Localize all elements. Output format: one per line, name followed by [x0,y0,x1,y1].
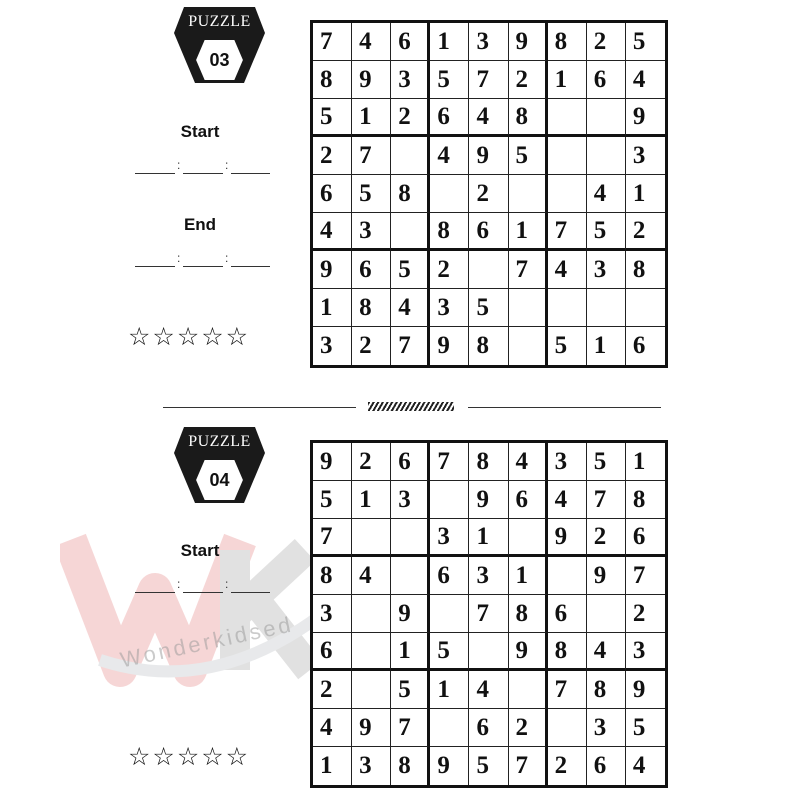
given-cell: 7 [509,251,548,289]
given-cell: 1 [313,289,352,327]
given-cell: 7 [509,747,548,785]
given-cell: 1 [626,175,665,213]
given-cell: 1 [430,23,469,61]
empty-cell[interactable] [391,213,430,251]
given-cell: 2 [509,61,548,99]
empty-cell[interactable] [548,557,587,595]
empty-cell[interactable] [391,137,430,175]
given-cell: 6 [587,61,626,99]
given-cell: 5 [626,709,665,747]
empty-cell[interactable] [430,481,469,519]
given-cell: 8 [391,747,430,785]
given-cell: 6 [391,23,430,61]
given-cell: 2 [509,709,548,747]
puzzle-number: 04 [209,470,230,490]
given-cell: 8 [391,175,430,213]
given-cell: 5 [430,633,469,671]
given-cell: 1 [430,671,469,709]
given-cell: 3 [391,481,430,519]
empty-cell[interactable] [352,671,391,709]
empty-cell[interactable] [352,633,391,671]
given-cell: 1 [587,327,626,365]
given-cell: 1 [626,443,665,481]
given-cell: 6 [430,557,469,595]
empty-cell[interactable] [509,327,548,365]
given-cell: 2 [548,747,587,785]
given-cell: 5 [469,289,508,327]
puzzle-label: PUZZLE [188,433,251,450]
divider-left [163,407,356,408]
given-cell: 5 [313,481,352,519]
given-cell: 9 [587,557,626,595]
start-label: Start [180,541,220,560]
given-cell: 5 [430,61,469,99]
given-cell: 4 [313,213,352,251]
given-cell: 4 [548,481,587,519]
given-cell: 5 [587,213,626,251]
given-cell: 8 [548,23,587,61]
given-cell: 4 [391,289,430,327]
empty-cell[interactable] [548,289,587,327]
given-cell: 7 [391,327,430,365]
given-cell: 5 [587,443,626,481]
puzzle-badge [172,5,267,85]
given-cell: 3 [352,747,391,785]
given-cell: 7 [313,23,352,61]
given-cell: 2 [391,99,430,137]
given-cell: 1 [509,557,548,595]
sudoku-grid [310,440,668,788]
puzzle-badge [172,425,267,505]
empty-cell[interactable] [391,519,430,557]
watermark-text: Wonderkidsed [118,611,296,673]
given-cell: 9 [469,137,508,175]
given-cell: 3 [469,557,508,595]
given-cell: 6 [548,595,587,633]
given-cell: 8 [626,481,665,519]
given-cell: 9 [352,61,391,99]
given-cell: 7 [352,137,391,175]
given-cell: 9 [352,709,391,747]
given-cell: 2 [313,671,352,709]
given-cell: 4 [352,23,391,61]
given-cell: 9 [430,327,469,365]
start-label: Start [180,122,220,141]
given-cell: 6 [352,251,391,289]
given-cell: 8 [430,213,469,251]
given-cell: 2 [352,327,391,365]
end-label: End [183,215,217,234]
given-cell: 7 [548,213,587,251]
given-cell: 7 [313,519,352,557]
given-cell: 1 [391,633,430,671]
given-cell: 6 [469,709,508,747]
empty-cell[interactable] [430,175,469,213]
given-cell: 9 [626,99,665,137]
given-cell: 3 [626,137,665,175]
given-cell: 2 [626,213,665,251]
given-cell: 3 [352,213,391,251]
empty-cell[interactable] [587,99,626,137]
given-cell: 8 [313,557,352,595]
given-cell: 1 [548,61,587,99]
given-cell: 7 [469,61,508,99]
given-cell: 8 [509,595,548,633]
puzzle-number: 03 [209,50,230,70]
divider-hatch-icon [368,402,454,411]
empty-cell[interactable] [352,595,391,633]
start-time-field[interactable]: : : [135,575,270,595]
given-cell: 6 [509,481,548,519]
given-cell: 9 [469,481,508,519]
given-cell: 3 [587,709,626,747]
given-cell: 1 [352,481,391,519]
given-cell: 5 [469,747,508,785]
given-cell: 2 [587,519,626,557]
empty-cell[interactable] [548,99,587,137]
given-cell: 4 [626,61,665,99]
given-cell: 9 [626,671,665,709]
empty-cell[interactable] [509,175,548,213]
given-cell: 3 [626,633,665,671]
empty-cell[interactable] [469,633,508,671]
given-cell: 6 [632,332,646,359]
empty-cell[interactable] [352,519,391,557]
given-cell: 1 [313,747,352,785]
given-cell: 4 [469,671,508,709]
given-cell: 6 [626,519,665,557]
given-cell: 9 [509,23,548,61]
given-cell: 3 [548,443,587,481]
given-cell: 4 [509,443,548,481]
given-cell: 8 [509,99,548,137]
empty-cell[interactable] [587,595,626,633]
given-cell: 8 [352,289,391,327]
star-rating[interactable]: ☆☆☆☆☆ [128,743,251,771]
given-cell: 9 [391,595,430,633]
given-cell: 2 [430,251,469,289]
given-cell: 9 [313,443,352,481]
given-cell: 3 [587,251,626,289]
given-cell: 7 [626,557,665,595]
given-cell: 4 [632,752,646,779]
star-rating[interactable]: ☆☆☆☆☆ [128,323,251,351]
given-cell: 8 [587,671,626,709]
given-cell: 3 [469,23,508,61]
empty-cell[interactable] [430,709,469,747]
given-cell: 5 [391,671,430,709]
given-cell: 4 [548,251,587,289]
start-time-field[interactable]: : : [135,156,270,176]
given-cell: 8 [548,633,587,671]
given-cell: 5 [352,175,391,213]
given-cell: 4 [587,175,626,213]
given-cell: 9 [430,747,469,785]
given-cell: 5 [509,137,548,175]
given-cell: 4 [587,633,626,671]
given-cell: 9 [548,519,587,557]
sudoku-grid [310,20,668,368]
given-cell: 1 [469,519,508,557]
given-cell: 7 [548,671,587,709]
given-cell: 4 [469,99,508,137]
given-cell: 7 [469,595,508,633]
end-time-field[interactable]: : : [135,249,270,269]
given-cell: 5 [548,327,587,365]
given-cell: 2 [469,175,508,213]
empty-cell[interactable] [391,557,430,595]
given-cell: 6 [587,747,626,785]
given-cell: 7 [391,709,430,747]
given-cell: 6 [469,213,508,251]
given-cell: 1 [352,99,391,137]
given-cell: 6 [430,99,469,137]
given-cell: 2 [313,137,352,175]
given-cell: 7 [430,443,469,481]
given-cell: 2 [587,23,626,61]
empty-cell[interactable] [430,595,469,633]
given-cell: 5 [313,99,352,137]
given-cell: 4 [430,137,469,175]
given-cell: 9 [313,251,352,289]
empty-cell[interactable] [548,137,587,175]
given-cell: 4 [352,557,391,595]
given-cell: 3 [313,595,352,633]
given-cell: 2 [626,595,665,633]
empty-cell[interactable] [509,519,548,557]
given-cell: 6 [391,443,430,481]
given-cell: 9 [509,633,548,671]
empty-cell[interactable] [509,671,548,709]
given-cell: 1 [509,213,548,251]
empty-cell[interactable] [548,709,587,747]
empty-cell[interactable] [469,251,508,289]
given-cell: 8 [313,61,352,99]
puzzle-label: PUZZLE [188,13,251,30]
given-cell: 4 [313,709,352,747]
given-cell: 2 [352,443,391,481]
empty-cell[interactable] [548,175,587,213]
empty-cell[interactable] [626,289,665,327]
given-cell: 6 [313,175,352,213]
given-cell: 6 [313,633,352,671]
empty-cell[interactable] [587,289,626,327]
given-cell: 8 [469,327,508,365]
given-cell: 3 [391,61,430,99]
empty-cell[interactable] [587,137,626,175]
given-cell: 5 [391,251,430,289]
given-cell: 8 [626,251,665,289]
given-cell: 7 [587,481,626,519]
empty-cell[interactable] [509,289,548,327]
given-cell: 3 [430,519,469,557]
given-cell: 5 [626,23,665,61]
given-cell: 3 [313,327,352,365]
divider-right [468,407,661,408]
given-cell: 3 [430,289,469,327]
given-cell: 8 [469,443,508,481]
